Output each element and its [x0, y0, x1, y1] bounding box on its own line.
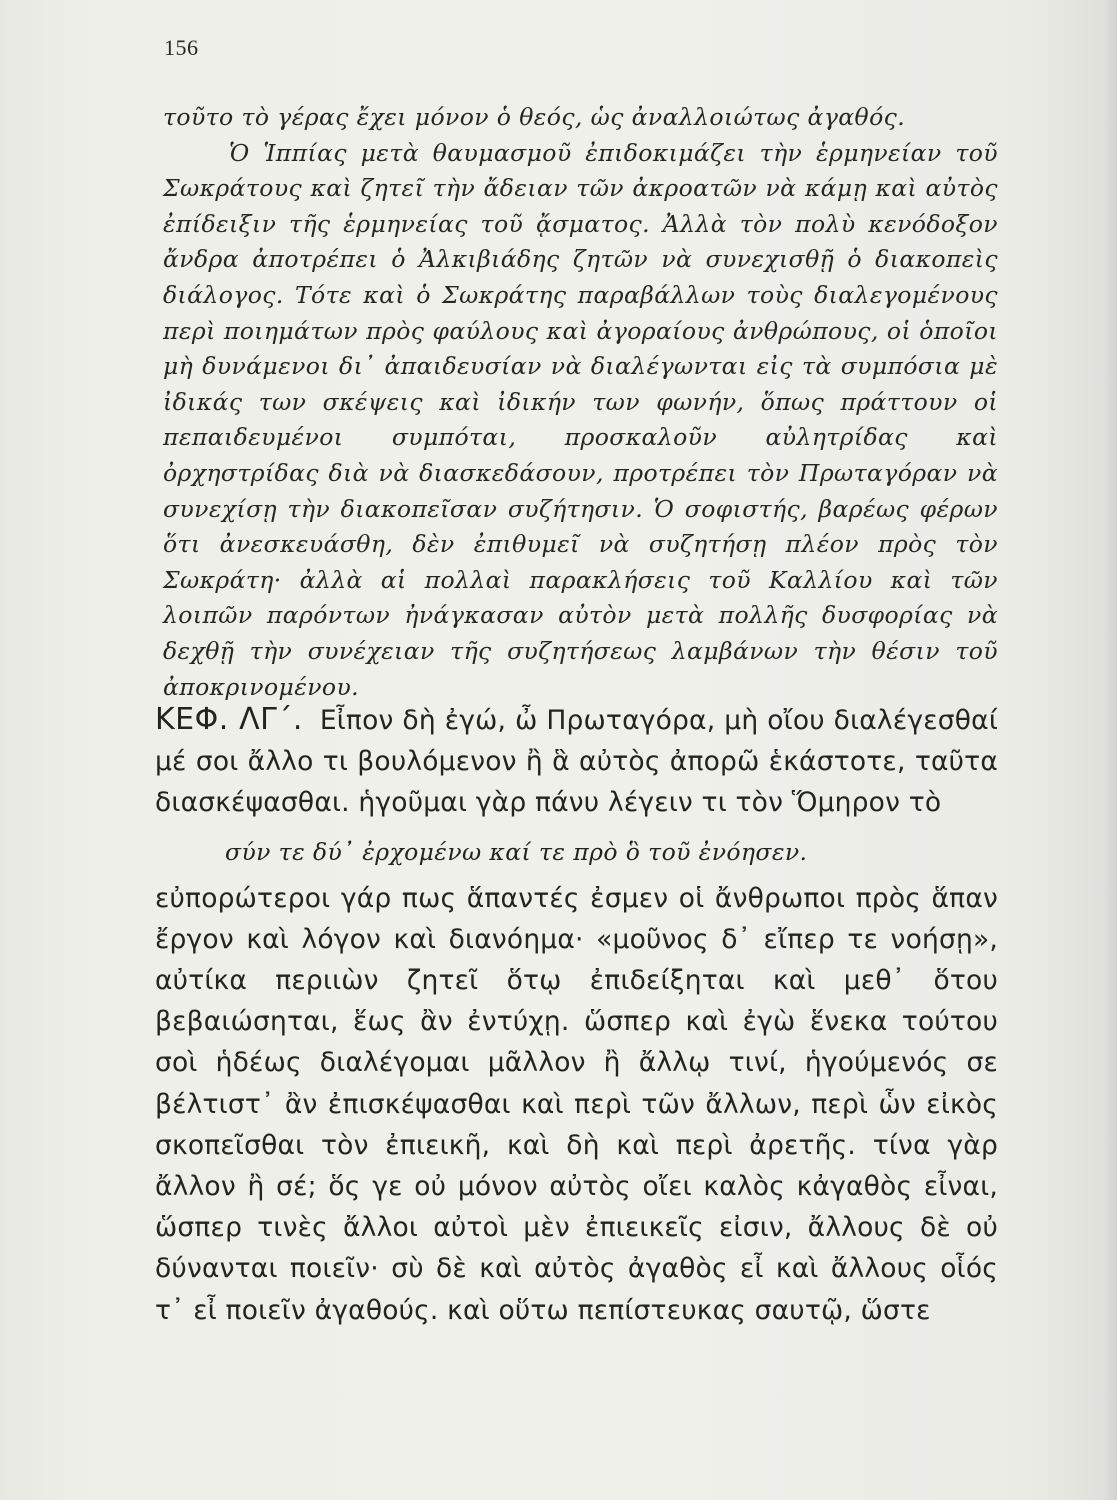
page-edge-shadow [1103, 0, 1117, 1500]
commentary-paragraph-1: τοῦτο τὸ γέρας ἔχει μόνον ὁ θεός, ὡς ἀναλλοιώτως ἀγαθός. [163, 103, 906, 131]
chapter-heading: ΚΕΦ. ΛΓ΄. [155, 702, 303, 737]
homer-quote: σύν τε δύ᾽ ἐρχομένω καί τε πρὸ ὃ τοῦ ἐνόησεν. [225, 837, 808, 866]
commentary-block [163, 100, 998, 705]
chapter-opening-text: Εἶπον δὴ ἐγώ, ὦ Πρωταγόρα, μὴ οἴου διαλέγεσθαί μέ σοι ἄλλο τι βουλόμενον ἢ ἃ αὐτὸς ἀπορῶ ἑκάστοτε, ταῦτα διασκέψασθαι. ἡγοῦμαι γὰρ πάνυ λέγειν τι τὸν Ὅμηρον τὸ [155, 705, 998, 819]
chapter-opening-paragraph [155, 699, 998, 824]
page-number: 156 [164, 35, 199, 60]
chapter-body-paragraph: εὐπορώτεροι γάρ πως ἅπαντές ἐσμεν οἱ ἄνθρωποι πρὸς ἅπαν ἔργον καὶ λόγον καὶ διανόημα· «μοῦνος δ᾽ εἴπερ τε νοήσῃ», αὐτίκα περιιὼν ζητεῖ ὅτῳ ἐπιδείξηται καὶ μεθ᾽ ὅτου βεβαιώσηται, ἕως ἂν ἐντύχῃ. ὥσπερ καὶ ἐγὼ ἕνεκα τούτου σοὶ ἡδέως διαλέγομαι μᾶλλον ἢ ἄλλῳ τινί, ἡγούμενός σε βέλτιστ᾽ ἂν ἐπισκέψασθαι καὶ περὶ τῶν ἄλλων, περὶ ὧν εἰκὸς σκοπεῖσθαι τὸν ἐπιεικῆ, καὶ δὴ καὶ περὶ ἀρετῆς. τίνα γὰρ ἄλλον ἢ σέ; ὅς γε οὐ μόνον αὐτὸς οἴει καλὸς κἀγαθὸς εἶναι, ὥσπερ τινὲς ἄλλοι αὐτοὶ μὲν ἐπιεικεῖς εἰσιν, ἄλλους δὲ οὐ δύνανται ποιεῖν· σὺ δὲ καὶ αὐτὸς ἀγαθὸς εἶ καὶ ἄλλους οἷός τ᾽ εἶ ποιεῖν ἀγαθούς. καὶ οὕτω πεπίστευκας σαυτῷ, ὥστε [155, 882, 998, 1326]
commentary-paragraph-2: Ὁ Ἱππίας μετὰ θαυμασμοῦ ἐπιδοκιμάζει τὴν ἑρμηνείαν τοῦ Σωκράτους καὶ ζητεῖ τὴν ἄδειαν τῶν ἀκροατῶν νὰ κάμῃ καὶ αὐτὸς ἐπίδειξιν τῆς ἑρμηνείας τοῦ ᾄσματος. Ἀλλὰ τὸν πολὺ κενόδοξον ἄνδρα ἀποτρέπει ὁ Ἀλκιβιάδης ζητῶν νὰ συνεχισθῇ ὁ διακοπεὶς διάλογος. Τότε καὶ ὁ Σωκράτης παραβάλλων τοὺς διαλεγομένους περὶ ποιημάτων πρὸς φαύλους καὶ ἀγοραίους ἀνθρώπους, οἱ ὁποῖοι μὴ δυνάμενοι δι᾽ ἀπαιδευσίαν νὰ διαλέγωνται εἰς τὰ συμπόσια μὲ ἰδικάς των σκέψεις καὶ ἰδικήν των φωνήν, ὅπως πράττουν οἱ πεπαιδευμένοι συμπόται, προσκαλοῦν αὐλητρίδας καὶ ὀρχηστρίδας διὰ νὰ διασκεδάσουν, προτρέπει τὸν Πρωταγόραν νὰ συνεχίσῃ τὴν διακοπεῖσαν συζήτησιν. Ὁ σοφιστής, βαρέως φέρων ὅτι ἀνεσκευάσθη, δὲν ἐπιθυμεῖ νὰ συζητήσῃ πλέον πρὸς τὸν Σωκράτη· ἀλλὰ αἱ πολλαὶ παρακλήσεις τοῦ Καλλίου καὶ τῶν λοιπῶν παρόντων ἠνάγκασαν αὐτὸν μετὰ πολλῆς δυσφορίας νὰ δεχθῇ τὴν συνέχειαν τῆς συζητήσεως λαμβάνων τὴν θέσιν τοῦ ἀποκρινομένου. [163, 138, 998, 701]
chapter-text [155, 699, 998, 1331]
